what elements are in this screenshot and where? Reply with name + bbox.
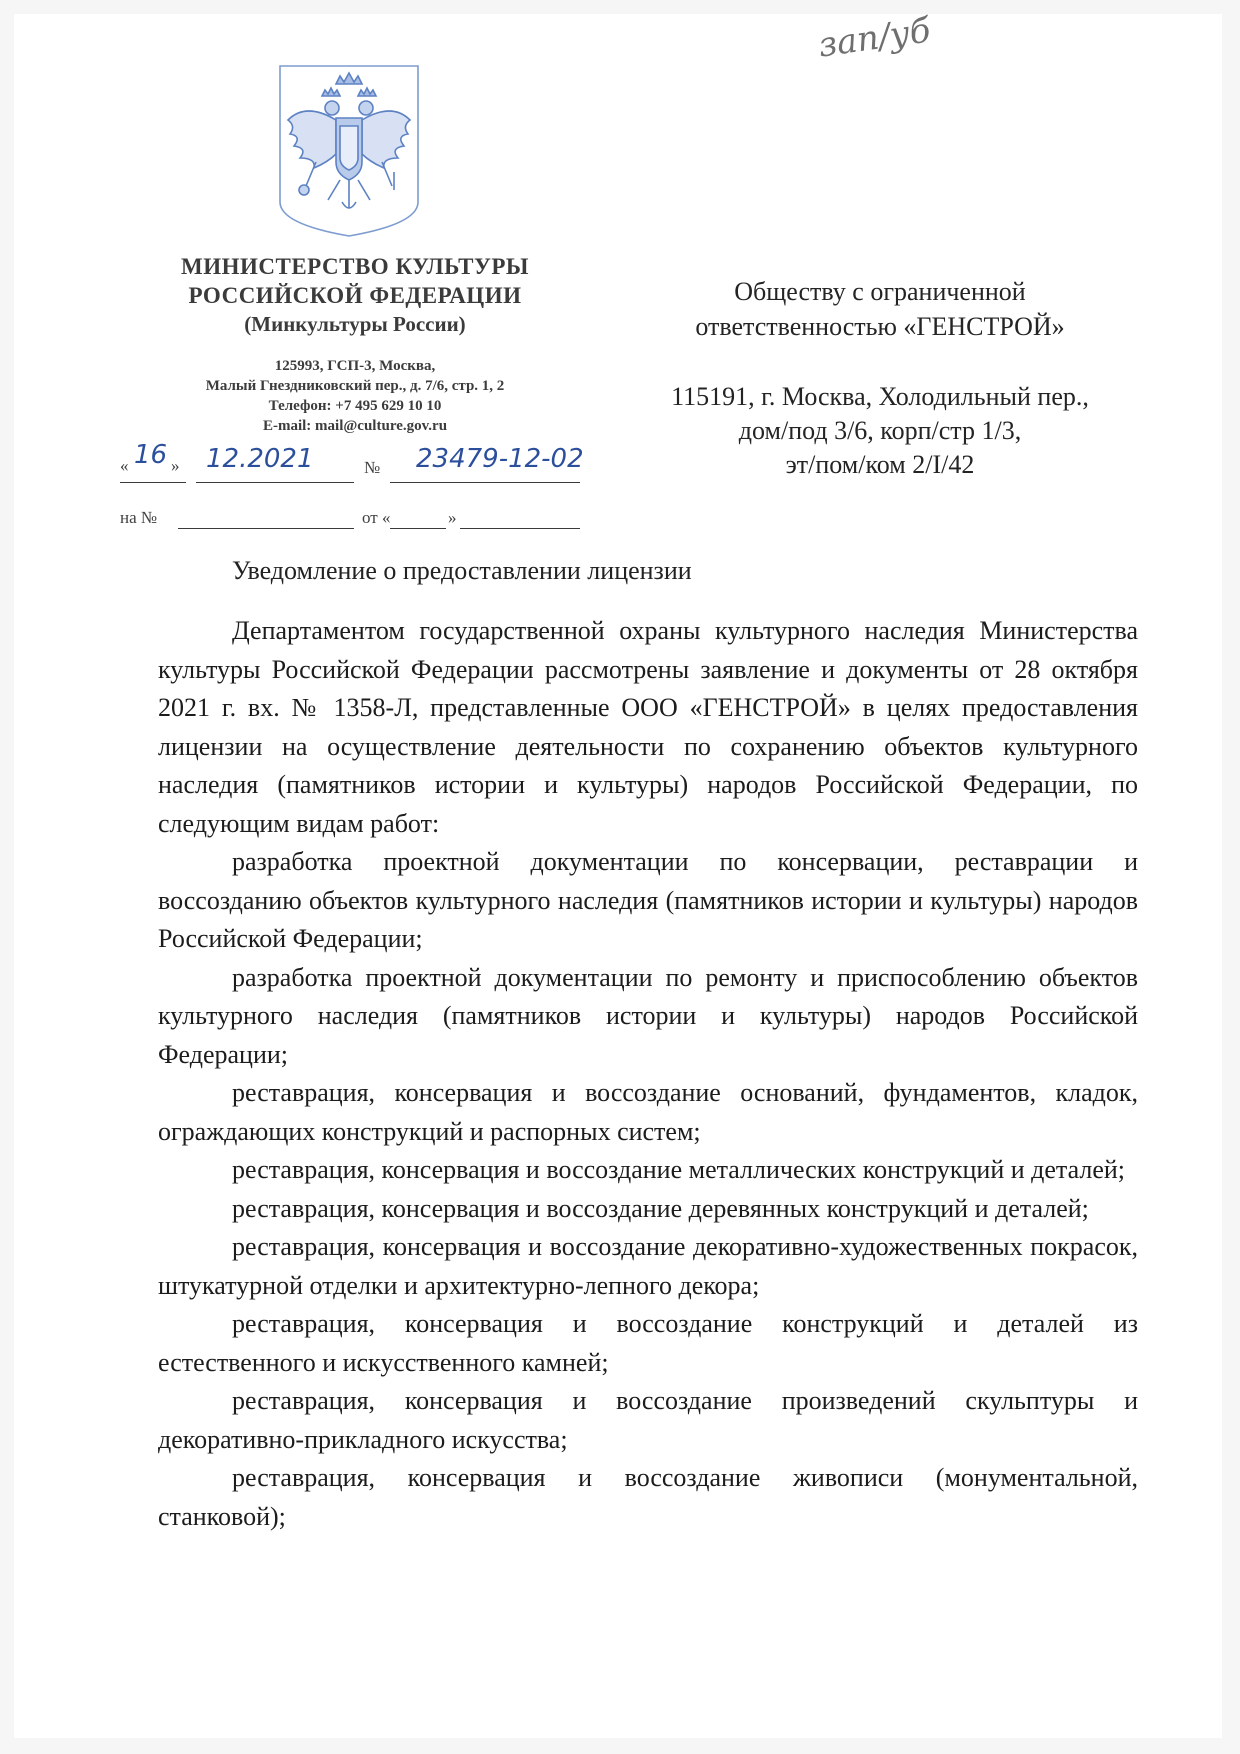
recipient-address-line3: эт/пом/ком 2/I/42: [785, 450, 975, 479]
reply-to-label: на №: [120, 508, 158, 527]
coat-of-arms-emblem: [276, 62, 422, 240]
ministry-address-line1: 125993, ГСП-3, Москва,: [274, 358, 436, 374]
recipient-address-line1: 115191, г. Москва, Холодильный пер.,: [671, 382, 1089, 411]
letter-body: [158, 612, 1138, 1536]
registration-day: 16: [134, 440, 168, 470]
ministry-header: [120, 252, 590, 338]
recipient-line2: ответственностью «ГЕНСТРОЙ»: [695, 312, 1065, 341]
reply-from-close: »: [448, 508, 457, 527]
paragraph-work-type: реставрация, консервация и воссоздание декоративно-художественных покрасок, штукатурной отделки и архитектурно-лепного декора;: [158, 1232, 1138, 1300]
paragraph-work-type: реставрация, консервация и воссоздание произведений скульптуры и декоративно-прикладного искусства;: [158, 1386, 1138, 1454]
paragraph-work-type: реставрация, консервация и воссоздание конструкций и деталей из естественного и искусственного камней;: [158, 1309, 1138, 1377]
ministry-short-name: (Минкультуры России): [244, 312, 466, 336]
number-sign: №: [364, 458, 381, 477]
recipient-address-line2: дом/под 3/6, корп/стр 1/3,: [738, 416, 1022, 445]
ministry-name-line2: РОССИЙСКОЙ ФЕДЕРАЦИИ: [188, 283, 522, 308]
letter-subject: Уведомление о предоставлении лицензии: [232, 556, 692, 585]
registration-month-year: 12.2021: [206, 444, 314, 474]
date-open-quote: «: [120, 456, 129, 475]
ministry-email: E-mail: mail@culture.gov.ru: [262, 418, 448, 434]
recipient-address: [640, 380, 1120, 482]
ministry-name-line1: МИНИСТЕРСТВО КУЛЬТУРЫ: [181, 254, 529, 279]
ministry-contacts: [120, 356, 590, 436]
paragraph-work-type: реставрация, консервация и воссоздание живописи (монументальной, станковой);: [158, 1463, 1138, 1531]
reply-from-label: от «: [362, 508, 391, 527]
ministry-phone: Телефон: +7 495 629 10 10: [268, 398, 442, 414]
paragraph-work-type: разработка проектной документации по ремонту и приспособлению объектов культурного наследия (памятников истории и культуры) народов Российской Федерации;: [158, 962, 1138, 1069]
paragraph-work-type: разработка проектной документации по консервации, реставрации и воссозданию объектов культурного наследия (памятников истории и культуры) народов Российской Федерации;: [158, 847, 1138, 953]
handwritten-note: зап/уб: [815, 10, 933, 66]
paragraph-work-type: реставрация, консервация и воссоздание деревянных конструкций и деталей;: [232, 1193, 1089, 1223]
recipient-line1: Обществу с ограниченной: [734, 277, 1026, 306]
paragraph-work-type: реставрация, консервация и воссоздание металлических конструкций и деталей;: [232, 1155, 1126, 1184]
recipient-block: [640, 274, 1120, 344]
paragraph-intro: Департаментом государственной охраны культурного наследия Министерства культуры Российской Федерации рассмотрены заявление и документы от 28 октября 2021 г. вх. № 1358-Л, представленные ООО «ГЕНСТРОЙ» в целях предоставления лицензии на осуществление деятельности по сохранению объектов культурного наследия (памятников истории и культуры) народов Российской Федерации, по следующим видам работ:: [158, 616, 1138, 838]
ministry-address-line2: Малый Гнездниковский пер., д. 7/6, стр. 1, 2: [205, 378, 505, 394]
paragraph-work-type: реставрация, консервация и воссоздание оснований, фундаментов, кладок, ограждающих конструкций и распорных систем;: [158, 1078, 1138, 1146]
date-close-quote: »: [171, 456, 180, 475]
registration-number: 23479-12-02: [416, 444, 584, 474]
